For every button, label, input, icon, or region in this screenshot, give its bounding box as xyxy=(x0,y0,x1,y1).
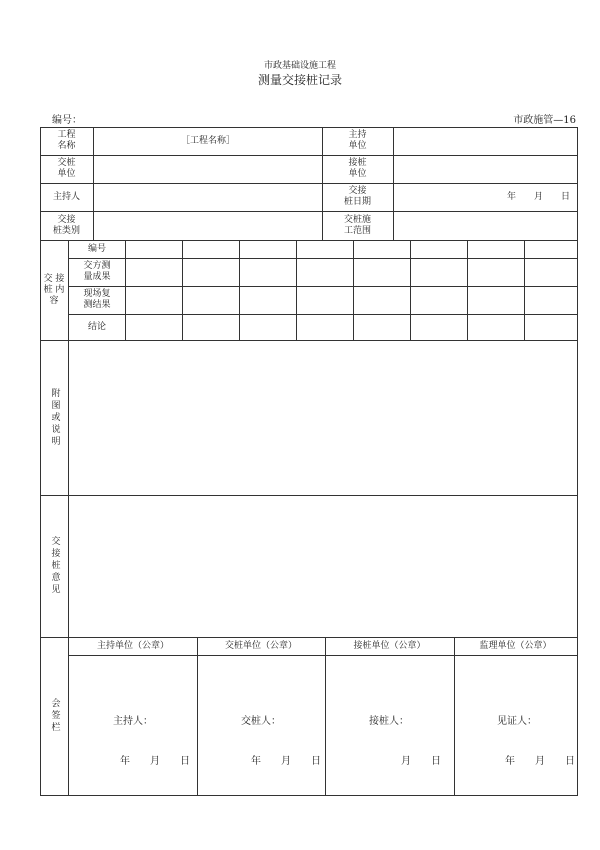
host-unit-label: 主持 单位 xyxy=(348,130,367,151)
receiving-person-sign-label[interactable]: 接桩人： xyxy=(369,716,409,727)
receiving-sign-date[interactable]: 月 日 xyxy=(401,756,441,767)
signature-section-label: 会签栏 xyxy=(49,698,60,734)
handover-unit-label: 交桩 单位 xyxy=(57,158,76,179)
page-title: 测量交接桩记录 xyxy=(257,73,342,87)
handover-unit-seal-label: 交桩单位（公章） xyxy=(224,640,297,651)
content-section-label: 交 接 桩 内 容 xyxy=(43,273,65,306)
handover-unit-field[interactable] xyxy=(94,155,322,183)
construction-range-label: 交桩施 工范围 xyxy=(343,214,371,236)
receiving-unit-seal-label: 接桩单位（公章） xyxy=(353,640,426,651)
content-row-conclusion: 结论 xyxy=(87,321,106,332)
witness-sign-date[interactable]: 年 月 日 xyxy=(505,756,575,767)
handover-date-value[interactable]: 年 月 日 xyxy=(506,191,570,202)
project-name-label: 工程 名称 xyxy=(57,130,76,151)
pile-type-field[interactable] xyxy=(94,211,322,240)
project-name-value[interactable]: ［工程名称］ xyxy=(180,135,235,146)
number-label: 编号： xyxy=(52,115,82,126)
receiving-unit-field[interactable] xyxy=(394,155,577,183)
opinion-area[interactable] xyxy=(69,496,577,637)
form-code: 市政施管—16 xyxy=(513,115,576,126)
host-person-field[interactable] xyxy=(94,183,322,211)
pile-type-label: 交接 桩类别 xyxy=(52,214,80,236)
witness-sign-label[interactable]: 见证人： xyxy=(497,716,537,727)
host-person-label: 主持人 xyxy=(52,191,80,202)
supervision-unit-seal-label: 监理单位（公章） xyxy=(479,640,552,651)
content-row-number: 编号 xyxy=(87,243,106,254)
attachment-label: 附图或说明 xyxy=(49,387,60,448)
host-unit-seal-label: 主持单位（公章） xyxy=(96,640,169,651)
construction-range-field[interactable] xyxy=(394,211,577,240)
handover-date-label: 交接 桩日期 xyxy=(343,186,371,207)
host-person-sign-label[interactable]: 主持人： xyxy=(113,716,153,727)
host-sign-date[interactable]: 年 月 日 xyxy=(120,756,190,767)
content-row-resurvey-result: 现场复 测结果 xyxy=(83,289,111,310)
attachment-area[interactable] xyxy=(69,341,577,495)
content-row-survey-result: 交方测 量成果 xyxy=(83,261,111,282)
handover-sign-date[interactable]: 年 月 日 xyxy=(251,756,321,767)
handover-person-sign-label[interactable]: 交桩人： xyxy=(241,716,281,727)
opinion-label: 交接桩意见 xyxy=(49,536,60,596)
project-category: 市政基础设施工程 xyxy=(263,61,336,71)
receiving-unit-label: 接桩 单位 xyxy=(348,158,367,179)
host-unit-field[interactable] xyxy=(394,127,577,155)
